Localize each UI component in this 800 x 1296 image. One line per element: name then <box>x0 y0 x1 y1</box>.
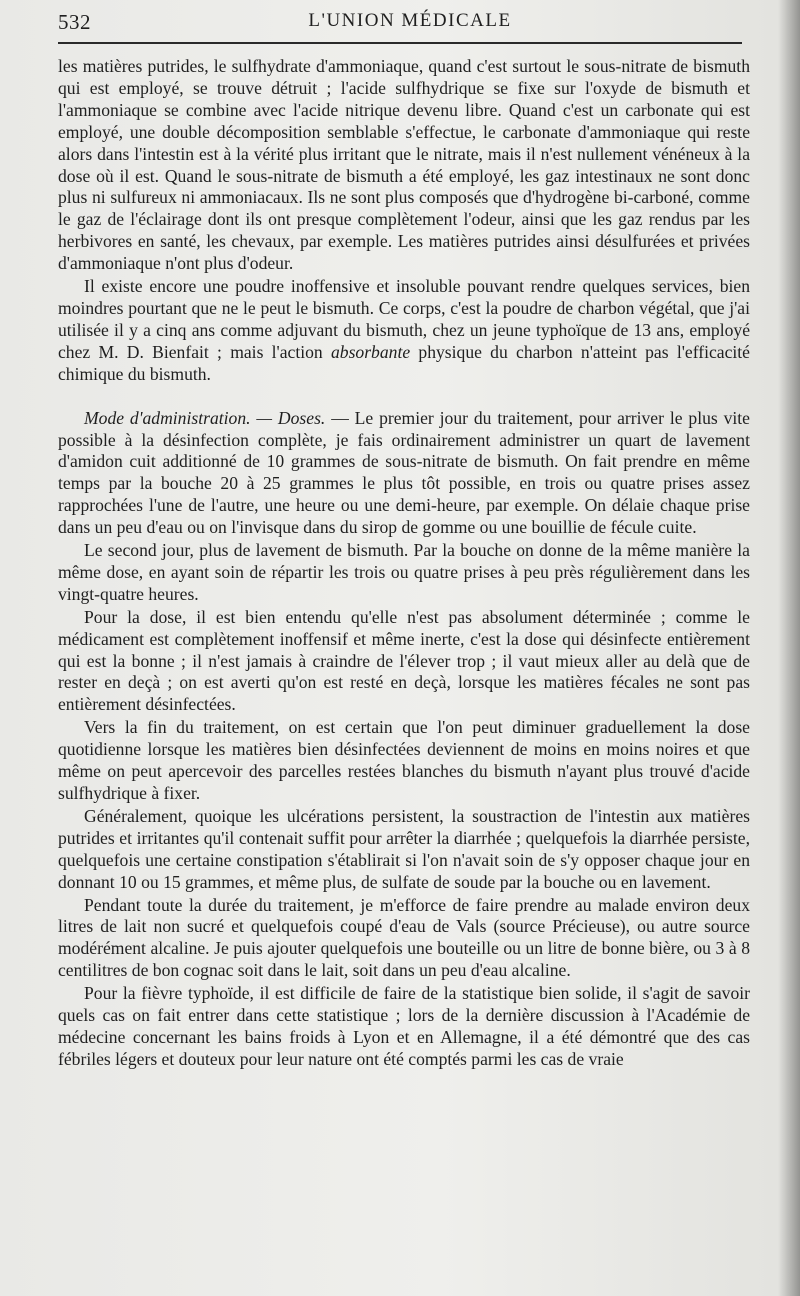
article-body <box>58 56 750 1072</box>
paragraph-mode-administration: Mode d'administration. — Doses. — Le premier jour du traitement, pour arriver le plus vite possible à la désinfection complète, je fais ordinairement administrer un quart de lavement d'amidon cuit additionné de 10 grammes de sous-nitrate de bismuth. On fait prendre en même temps par la bouche 20 à 25 grammes le plus tôt possible, en trois ou quatre prises assez rapprochées l'une de l'autre, une heure ou une demi-heure, par exemple. On délaie chaque prise dans un peu d'eau ou on l'invisque dans du sirop de gomme ou une bouillie de fécule cuite. <box>58 407 750 538</box>
page-header <box>58 6 762 38</box>
header-rule <box>58 42 742 44</box>
section-heading: Mode d'administration. — Doses. <box>84 407 326 428</box>
paragraph-8: Pendant toute la durée du traitement, je m'efforce de faire prendre au malade environ deux litres de lait non sucré et quelquefois coupé d'eau de Vals (source Précieuse), ou autre source modérément alcaline. Je puis ajouter quelquefois une bouteille ou un litre de bonne bière, ou 3 à 8 centilitres de bon cognac soit dans le lait, soit dans un peu d'eau alcaline. <box>58 894 750 981</box>
paragraph-5: Pour la dose, il est bien entendu qu'elle n'est pas absolument déterminée ; comme le médicament est complètement inoffensif et même inerte, c'est la dose qui désinfecte entièrement qui est la bonne ; il n'est jamais à craindre de l'élever trop ; il vaut mieux aller au delà que de rester en deçà ; on est averti qu'on est resté en deçà, lorsque les matières fécales ne sont pas entièrement désinfectées. <box>58 606 750 715</box>
paragraph-4: Le second jour, plus de lavement de bismuth. Par la bouche on donne de la même manière la même dose, en ayant soin de répartir les trois ou quatre prises à peu près régulièrement dans les vingt-quatre heures. <box>58 540 750 604</box>
paragraph-2: Il existe encore une poudre inoffensive et insoluble pouvant rendre quelques services, bien moindres pourtant que ne le peut le bismuth. Ce corps, c'est la poudre de charbon végétal, que j'ai utilisée il y a cinq ans comme adjuvant du bismuth, chez un jeune typhoïque de 13 ans, employé chez M. D. Bienfait ; mais l'action absorbante physique du charbon n'atteint pas l'efficacité chimique du bismuth. <box>58 276 750 384</box>
emphasis-absorbante: absorbante <box>330 341 411 362</box>
running-title: L'UNION MÉDICALE <box>308 10 512 31</box>
paragraph-6: Vers la fin du traitement, on est certain que l'on peut diminuer graduellement la dose quotidienne lorsque les matières bien désinfectées deviennent de moins en moins noires et que même on peut apercevoir des parcelles restées blanches du bismuth n'ayant plus trouvé d'acide sulfhydrique à fixer. <box>58 717 750 803</box>
paragraph-1: les matières putrides, le sulfhydrate d'ammoniaque, quand c'est surtout le sous-nitrate de bismuth qui est employé, se trouve détruit ; l'acide sulfhydrique se fixe sur l'oxyde de bismuth et l'ammoniaque se combine avec l'acide nitrique devenu libre. Quand c'est un carbonate qui est employé, une double décomposition semblable s'effectue, le carbonate d'ammoniaque qui reste alors dans l'intestin est à la vérité plus irritant que le nitrate, mais il n'est nullement vénéneux à la dose où il est. Quand le sous-nitrate de bismuth a été employé, les gaz intestinaux ne sont donc plus ni sulfureux ni ammoniacaux. Ils ne sont plus composés que d'hydrogène bi-carboné, comme le gaz de l'éclairage dont ils ont presque complètement l'odeur, ainsi que les gaz rendus par les herbivores en santé, les chevaux, par exemple. Les matières putrides ainsi désulfurées et privées d'ammoniaque n'ont plus d'odeur. <box>58 56 750 274</box>
paragraph-7: Généralement, quoique les ulcérations persistent, la soustraction de l'intestin aux matières putrides et irritantes qu'il contenait suffit pour arrêter la diarrhée ; quelquefois la diarrhée persiste, quelquefois une certaine constipation s'établirait si l'on n'avait soin de s'y opposer chaque jour en donnant 10 ou 15 grammes, et même plus, de sulfate de soude par la bouche ou en lavement. <box>58 805 750 892</box>
paragraph-9: Pour la fièvre typhoïde, il est difficile de faire de la statistique bien solide, il s'agit de savoir quels cas on fait entrer dans cette statistique ; lors de la dernière discussion à l'Académie de médecine concernant les bains froids à Lyon et en Allemagne, il a été démontré que des cas fébriles légers et douteux pour leur nature ont été comptés parmi les cas de vraie <box>58 983 750 1069</box>
page-number: 532 <box>58 10 91 34</box>
